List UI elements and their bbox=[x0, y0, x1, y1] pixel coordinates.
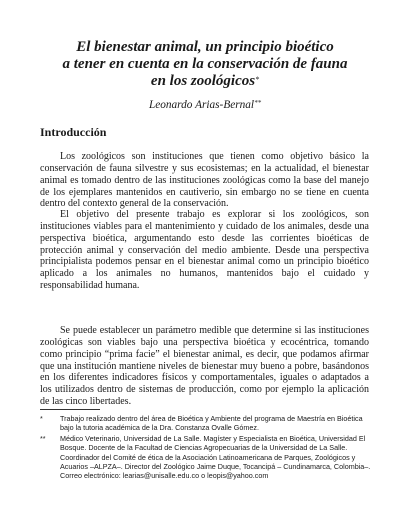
title-line-2: a tener en cuenta en la conservación de fauna bbox=[62, 56, 348, 72]
title-line-3: en los zoológicos bbox=[150, 73, 256, 89]
footnotes bbox=[40, 414, 374, 482]
author-name: Leonardo Arias-Bernal bbox=[148, 99, 255, 111]
footnote-1-mark: * bbox=[40, 414, 43, 423]
footnote-1 bbox=[40, 414, 374, 433]
footnote-divider bbox=[40, 409, 100, 410]
paragraph-1-block bbox=[40, 151, 369, 210]
author-footnote-mark: ** bbox=[254, 99, 262, 107]
article-title bbox=[40, 39, 370, 90]
paragraph-3-block bbox=[40, 325, 369, 408]
section-heading: Introducción bbox=[40, 125, 107, 139]
paragraph-3: Se puede establecer un parámetro medible que determine si las instituciones zoológicas son viables bajo una perspectiva bioética y ecocéntrica, tomando como principio “prima facie” el bienestar animal, es decir, que podamos afirmar que una institución mantiene niveles de bienestar muy bueno a pobre, basándonos en los diferentes indicadores físicos y comportamentales, iguales o adaptados a los utilizados dentro de sistemas de producción, como por ejemplo la aplicación de las cinco libertades. bbox=[40, 325, 369, 408]
footnote-1-text: Trabajo realizado dentro del área de Bioética y Ambiente del programa de Maestría en Bioética bajo la tutoria académica de la Dra. Constanza Ovalle Gómez. bbox=[60, 414, 363, 433]
footnote-2 bbox=[40, 434, 374, 481]
paragraph-1: Los zoológicos son instituciones que tienen como objetivo básico la conservación de fauna silvestre y sus ecosistemas; en la actualidad, el bienestar animal es tomado dentro de las instituciones zoológicas como la base del manejo de los ejemplares mantenidos en cautiverio, sin embargo no se tiene en cuenta dentro del contexto general de la conservación. bbox=[40, 151, 369, 210]
paragraph-2-block bbox=[40, 209, 369, 292]
title-footnote-mark: * bbox=[255, 75, 260, 84]
title-line-1: El bienestar animal, un principio bioético bbox=[76, 39, 334, 55]
paragraph-2: El objetivo del presente trabajo es explorar si los zoológicos, son instituciones viables para el mantenimiento y cuidado de los animales, desde una perspectiva bioética, argumentando esto desde las corrientes bioéticas de protección animal y conservación del medio ambiente. Desde una perspectiva principialista podemos pensar en el bienestar animal como un principio bioético aplicado a los animales no humanos, mantenidos bajo el cuidado y responsabilidad humana. bbox=[40, 209, 369, 292]
footnote-2-mark: ** bbox=[40, 433, 46, 443]
author-line bbox=[40, 99, 370, 111]
footnote-2-text: Médico Veterinario, Universidad de La Salle. Magíster y Especialista en Bioética, Universidad El Bosque. Docente de la Facultad de Ciencias Agropecuarias de la Universidad de La Salle. Coordinador del Comité de ética de la Asociación Latinoamericana de Parques, Zoológicos y Acuarios –ALPZA–. Director del Zoológico Jaime Duque, Tocancipá – Cundinamarca, Colombia–. Correo electrónico: learias@unisalle.edu.co o leopis@yahoo.com bbox=[60, 433, 371, 481]
